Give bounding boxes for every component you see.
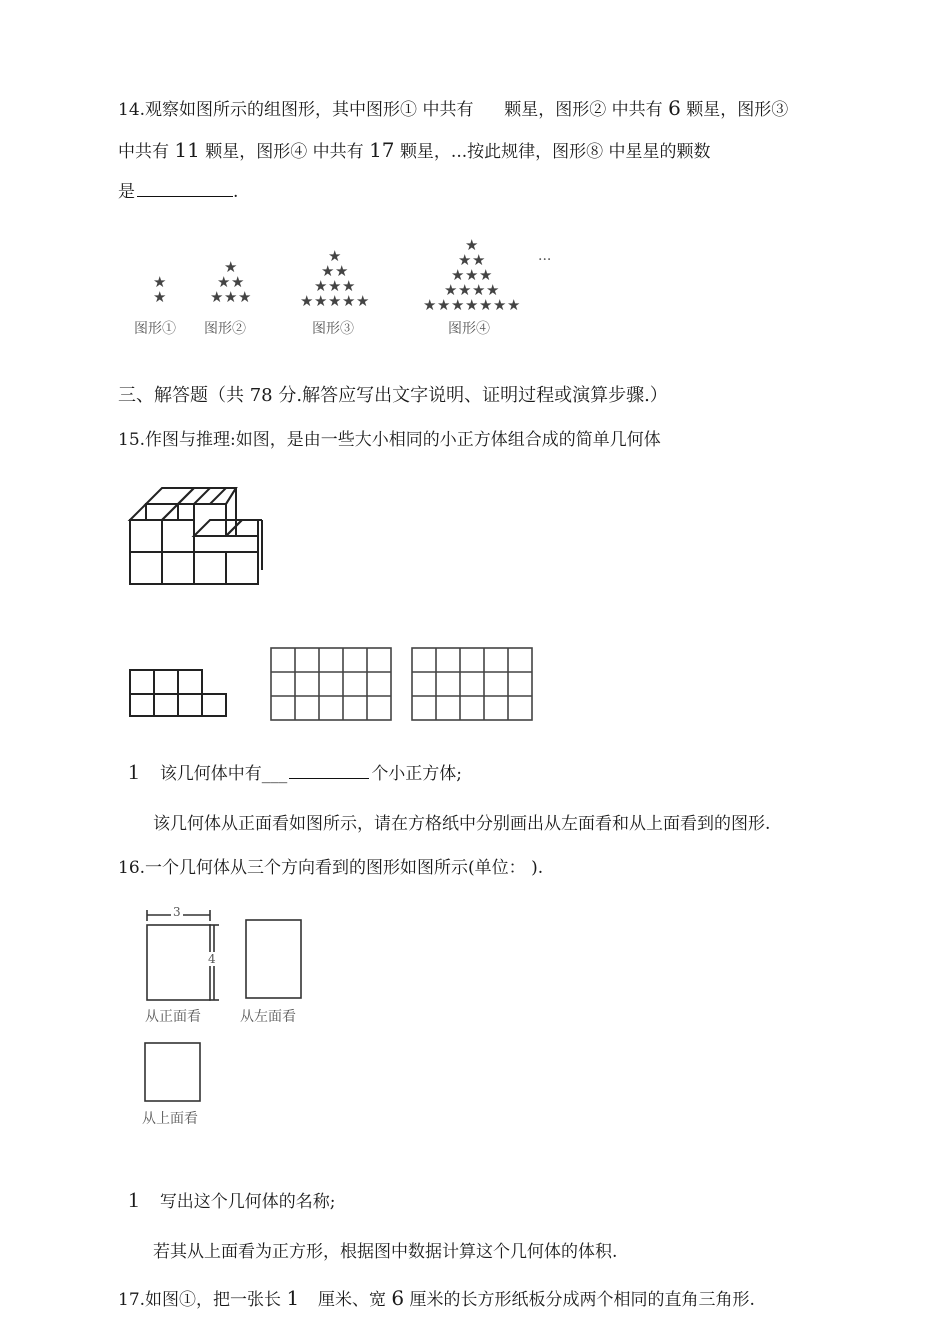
- q14-line1-text-b: 颗星，图形② 中共有: [504, 100, 663, 120]
- q14-line1-number-6: 6: [668, 96, 681, 120]
- star-icon: ★: [423, 296, 437, 314]
- q14-line3-text-a: 是: [118, 182, 135, 202]
- q17-text-b: 厘米、宽: [318, 1290, 386, 1310]
- q16-label-front: 从正面看: [145, 1009, 201, 1025]
- star-icon: ★: [153, 288, 167, 306]
- star-icon: ★: [328, 277, 342, 295]
- star-icon: ★: [231, 273, 245, 291]
- star-icon: ★: [458, 251, 472, 269]
- q14-line2-number-17: 17: [369, 138, 395, 162]
- q14-line2-text-a: 中共有: [118, 142, 169, 162]
- fig-label-1: 图形①: [134, 321, 176, 337]
- star-icon: ★: [217, 273, 231, 291]
- star-icon: ★: [493, 296, 507, 314]
- star-icon: ★: [153, 273, 167, 291]
- star-icon: ★: [451, 266, 465, 284]
- q15-part1-text-b: 个小正方体;: [371, 764, 463, 784]
- fig-label-4: 图形④: [448, 321, 490, 337]
- q16-part1-number: 1: [128, 1187, 139, 1212]
- star-icon: ★: [472, 251, 486, 269]
- q14-line2-number-11: 11: [174, 138, 200, 162]
- star-icon: ★: [224, 288, 238, 306]
- q16-dim-width: 3: [173, 905, 181, 919]
- q17-text-c: 厘米的长方形纸板分成两个相同的直角三角形.: [409, 1290, 755, 1310]
- q15-title: 15.作图与推理:如图，是由一些大小相同的小正方体组合成的简单几何体: [118, 430, 661, 450]
- star-icon: ★: [314, 292, 328, 310]
- star-icon: ★: [300, 292, 314, 310]
- star-icon: ★: [465, 266, 479, 284]
- q16-part-1: [128, 1188, 336, 1214]
- star-icon: ★: [465, 236, 479, 254]
- star-icon: ★: [486, 281, 500, 299]
- star-icon: ★: [444, 281, 458, 299]
- star-icon: ★: [342, 292, 356, 310]
- star-icon: ★: [328, 292, 342, 310]
- fig-label-3: 图形③: [312, 321, 354, 337]
- star-icon: ★: [458, 281, 472, 299]
- star-icon: ★: [465, 296, 479, 314]
- star-icon: ★: [224, 258, 238, 276]
- q16-label-top: 从上面看: [142, 1111, 198, 1127]
- q14-line1-text-c: 颗星，图形③: [686, 100, 789, 120]
- q17-text-a: 17.如图①，把一张长: [118, 1290, 282, 1310]
- star-icon: ★: [356, 292, 370, 310]
- star-icon: ★: [437, 296, 451, 314]
- q14-line3-text-b: .: [233, 182, 239, 202]
- star-icon: ★: [479, 296, 493, 314]
- star-icon: ★: [335, 262, 349, 280]
- fig-label-2: 图形②: [204, 321, 246, 337]
- q16-label-left: 从左面看: [240, 1009, 296, 1025]
- figures-ellipsis: ...: [538, 248, 552, 264]
- q15-part1-number: 1: [128, 759, 139, 784]
- q14-line2-text-c: 颗星，...按此规律，图形⑧ 中星星的颗数: [399, 142, 711, 162]
- q15-part-2: 该几何体从正面看如图所示，请在方格纸中分别画出从左面看和从上面看到的图形.: [153, 814, 771, 834]
- section-3-title: 三、解答题（共 78 分.解答应写出文字说明、证明过程或演算步骤.）: [118, 385, 668, 406]
- q14-line2-text-b: 颗星，图形④ 中共有: [205, 142, 364, 162]
- q16-dim-height: 4: [208, 952, 216, 966]
- q14-line1-text-a: 14.观察如图所示的组图形，其中图形① 中共有: [118, 100, 474, 120]
- star-icon: ★: [472, 281, 486, 299]
- star-icon: ★: [479, 266, 493, 284]
- q16-part1-text: 写出这个几何体的名称;: [159, 1192, 336, 1212]
- star-icon: ★: [321, 262, 335, 280]
- q16-title: 16.一个几何体从三个方向看到的图形如图所示(单位： ).: [118, 858, 544, 878]
- star-icon: ★: [451, 296, 465, 314]
- star-icon: ★: [238, 288, 252, 306]
- q15-part1-text-a: 该几何体中有___: [159, 764, 288, 784]
- q16-part-2: 若其从上面看为正方形，根据图中数据计算这个几何体的体积.: [153, 1242, 618, 1262]
- star-icon: ★: [328, 247, 342, 265]
- star-icon: ★: [507, 296, 521, 314]
- star-icon: ★: [314, 277, 328, 295]
- star-icon: ★: [210, 288, 224, 306]
- star-icon: ★: [342, 277, 356, 295]
- q17-number-6: 6: [391, 1286, 405, 1310]
- q17-line: [118, 1286, 755, 1312]
- q17-number-1: 1: [286, 1286, 300, 1310]
